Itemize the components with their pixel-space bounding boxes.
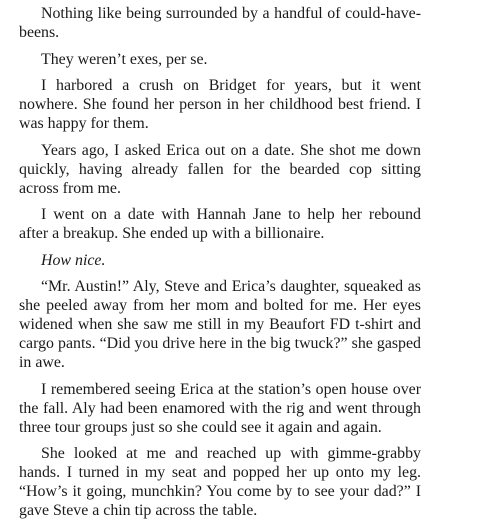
paragraph-1: Nothing like being surrounded by a handful of could-have-beens. [19, 5, 421, 41]
paragraph-2: They weren’t exes, per se. [41, 50, 208, 68]
paragraph-5: I went on a date with Hannah Jane to help her rebound after a breakup. She ended up with a billionaire. [19, 206, 421, 242]
paragraph-3: I harbored a crush on Bridget for years, but it went nowhere. She found her person in her childhood best friend. I was happy for them. [19, 77, 421, 132]
paragraph-6-italic: How nice. [41, 251, 106, 269]
paragraph-4: Years ago, I asked Erica out on a date. She shot me down quickly, having already fallen for the bearded cop sitting across from me. [19, 141, 421, 197]
paragraph-7: “Mr. Austin!” Aly, Steve and Erica’s daughter, squeaked as she peeled away from her mom and bolted for me. Her eyes widened when she saw me still in my Beaufort FD t-shirt and cargo pants. “Did you drive here in the big twuck?” she gasped in awe. [19, 278, 421, 371]
book-page [19, 4, 421, 528]
paragraph-9: She looked at me and reached up with gimme-grabby hands. I turned in my seat and popped her up onto my leg. “How’s it going, munchkin? You come by to see your dad?” I gave Steve a chin tip across the table. [19, 445, 421, 519]
paragraph-8: I remembered seeing Erica at the station’s open house over the fall. Aly had been enamored with the rig and went through three tour groups just so she could see it again and again. [19, 380, 421, 436]
